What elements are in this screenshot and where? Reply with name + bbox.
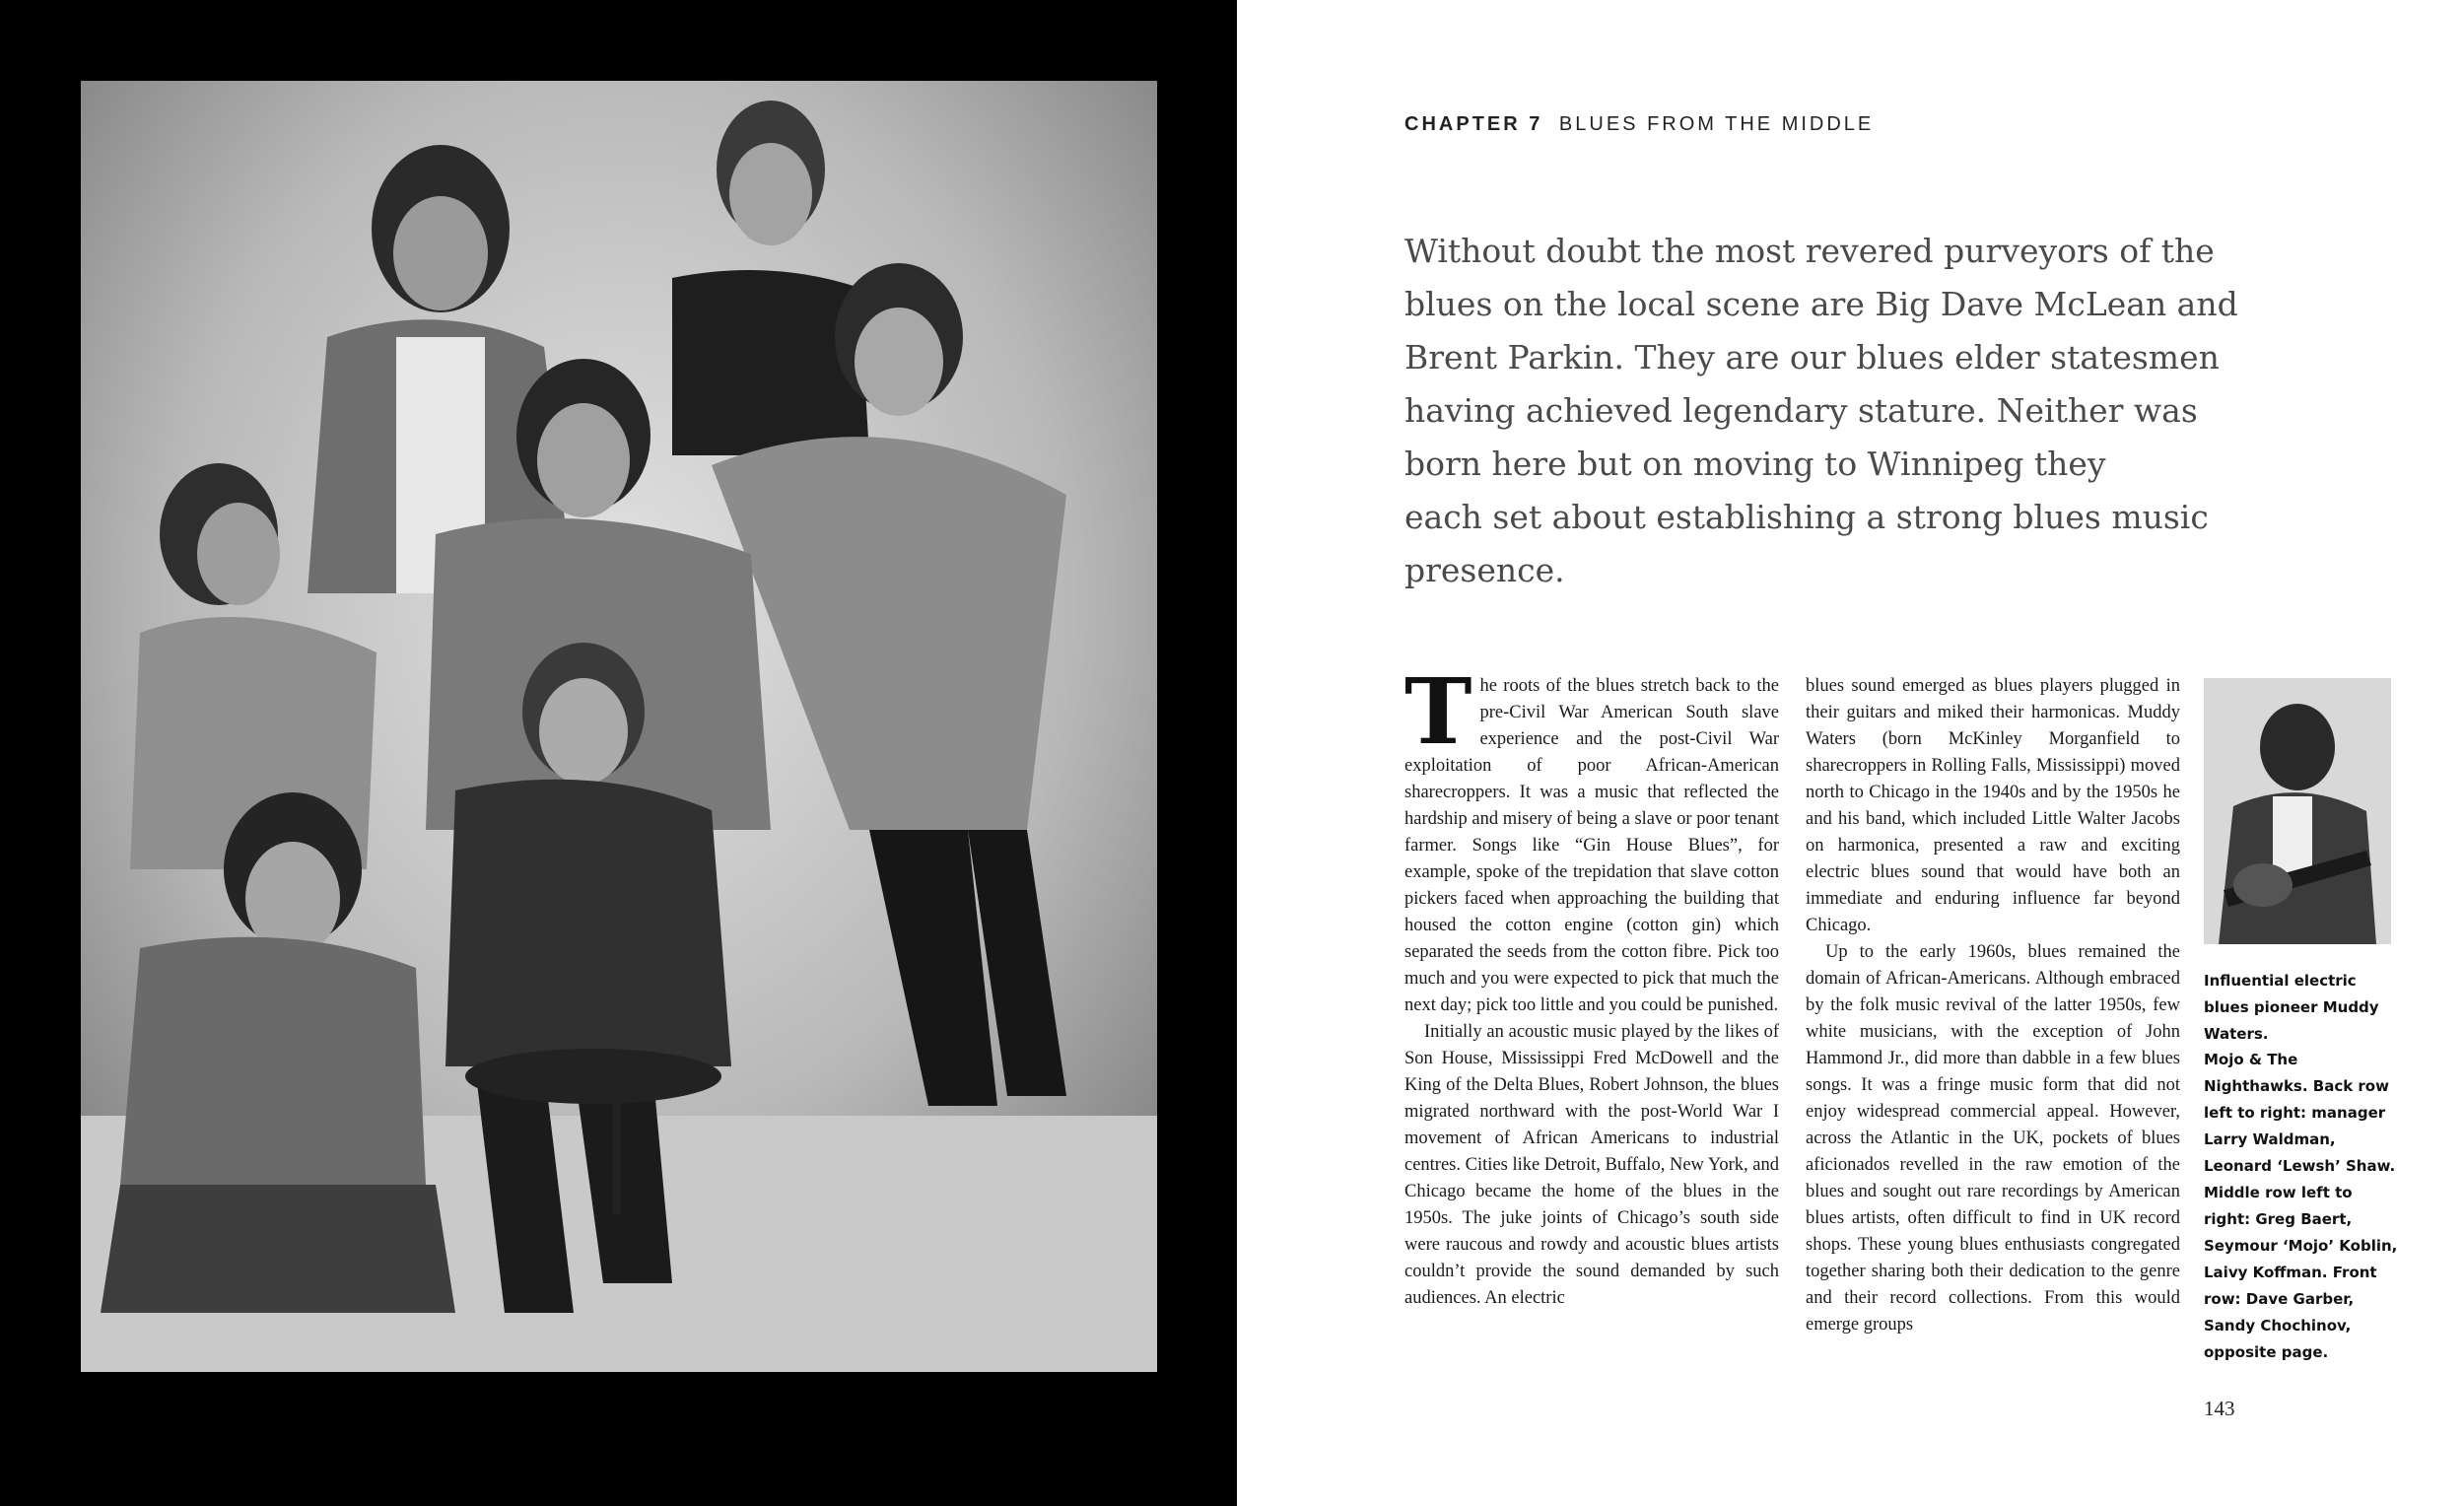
paragraph-text: he roots of the blues stretch back to the pre-Civil War American South slave experience and the post-Civil War exploitation of poor African-American sharecroppers. It was a music that reflected the hardship and misery of being a slave or poor tenant farmer. Songs like “Gin House Blues”, for example, spoke of the trepidation that slave cotton pickers faced when approaching the building that housed the cotton engine (cotton gin) which separated the seeds from the cotton fibre. Pick too much and you were expected to pick that much the next day; pick too little and you could be punished. — [1404, 676, 1779, 1015]
chapter-header — [1404, 113, 1874, 136]
pull-quote-line: Without doubt the most revered purveyors of the — [1404, 232, 2215, 270]
body-paragraph: blues sound emerged as blues players plugged in their guitars and miked their harmonicas. Muddy Waters (born McKinley Morganfield to sharecroppers in Rolling Falls, Mississippi) moved north to Chicago in the 1940s and by the 1950s he and his band, which included Little Walter Jacobs on harmonica, presented a raw and exciting electric blues sound that would have both an immediate and enduring influence far beyond Chicago. — [1806, 676, 2180, 935]
pull-quote-line: having achieved legendary stature. Neither was — [1404, 391, 2198, 430]
pull-quote-line: Brent Parkin. They are our blues elder statesmen — [1404, 338, 2220, 376]
body-paragraph: Initially an acoustic music played by the likes of Son House, Mississippi Fred McDowell and the King of the Delta Blues, Robert Johnson, the blues migrated northward with the post-World War I movement of African Americans to industrial centres. Cities like Detroit, Buffalo, New York, and Chicago became the home of the blues in the 1950s. The juke joints of Chicago’s south side were raucous and rowdy and acoustic blues artists couldn’t provide the sound demanded by such audiences. An electric — [1404, 1022, 1779, 1308]
pull-quote-line: presence. — [1404, 551, 1565, 589]
body-column-2 — [1806, 673, 2180, 1338]
body-paragraph — [1404, 658, 1779, 1019]
pull-quote-line: blues on the local scene are Big Dave McLean and — [1404, 285, 2238, 323]
pull-quote-line: born here but on moving to Winnipeg they — [1404, 445, 2106, 483]
drop-cap: T — [1404, 658, 1472, 765]
pull-quote — [1404, 225, 2238, 597]
chapter-title: BLUES FROM THE MIDDLE — [1558, 113, 1875, 135]
band-photo-illustration — [81, 81, 1157, 1372]
muddy-waters-photo — [2204, 678, 2391, 944]
body-paragraph: Up to the early 1960s, blues remained the domain of African-Americans. Although embraced by the folk music revival of the latter 1950s, few white musicians, with the exception of John Hammond Jr., did more than dabble in a few blues songs. It was a fringe music form that did not enjoy widespread commercial appeal. However, across the Atlantic in the UK, pockets of blues aficionados revelled in the raw emotion of the blues and sought out rare recordings by American blues artists, often difficult to find in UK record shops. These young blues enthusiasts congregated together sharing both their dedication to the genre and their record collections. From this would emerge groups — [1806, 942, 2180, 1335]
pull-quote-line: each set about establishing a strong blues music — [1404, 498, 2209, 536]
page-number: 143 — [2204, 1397, 2235, 1420]
caption-muddy-waters: Influential electric blues pioneer Muddy Waters. — [2204, 972, 2379, 1043]
body-column-1 — [1404, 658, 1779, 1312]
chapter-number: CHAPTER 7 — [1404, 113, 1543, 135]
caption-mojo-nighthawks: Mojo & The Nighthawks. Back row left to right: manager Larry Waldman, Leonard ‘Lewsh’ Shaw. Middle row left to right: Greg Baert, Seymour ‘Mojo’ Koblin, Laivy Koffman. Front row: Dave Garber, Sandy Chochinov, opposite page. — [2204, 1051, 2398, 1361]
band-photo — [81, 81, 1157, 1372]
muddy-waters-illustration — [2204, 678, 2391, 944]
